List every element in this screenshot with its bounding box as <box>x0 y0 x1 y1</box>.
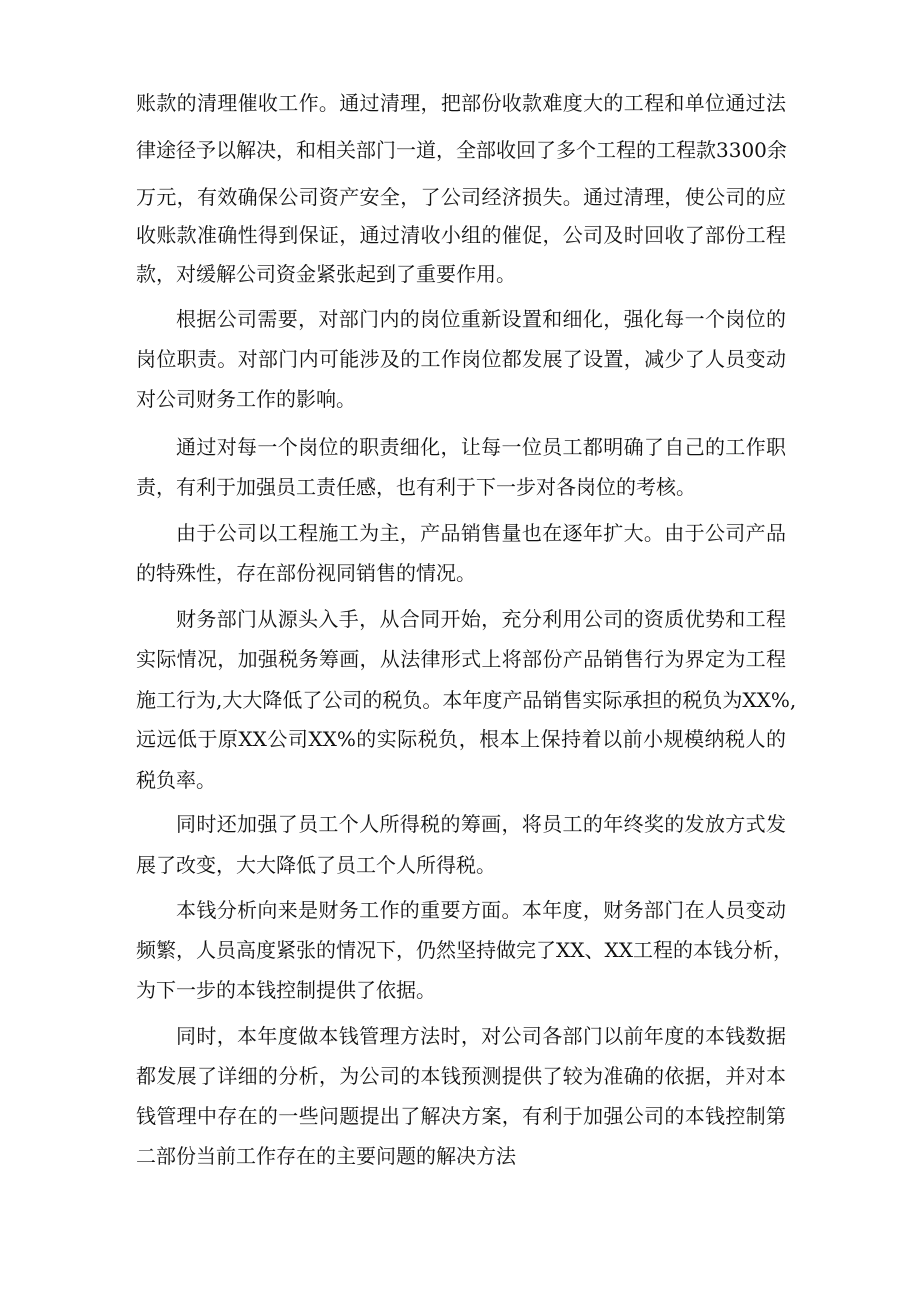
text-line: 通过对每一个岗位的职责细化，让每一位员工都明确了自己的工作职 <box>176 435 786 459</box>
text-line: 款，对缓解公司资金紧张起到了重要作用。 <box>136 262 516 286</box>
text-line: 责，有利于加强员工责任感，也有利于下一步对各岗位的考核。 <box>136 475 696 499</box>
text-line: 的特殊性，存在部份视同销售的情况。 <box>136 561 476 585</box>
text-line: 对公司财务工作的影响。 <box>136 387 356 411</box>
text-line: 收账款准确性得到保证，通过清收小组的催促，公司及时回收了部份工程 <box>136 223 786 247</box>
text-line: 频繁，人员高度紧张的情况下，仍然坚持做完了XX、XX工程的本钱分析， <box>136 938 793 962</box>
text-line: 律途径予以解决，和相关部门一道，全部收回了多个工程的工程款3300余 <box>136 138 787 162</box>
text-line: 岗位职责。对部门内可能涉及的工作岗位都发展了设置，减少了人员变动 <box>136 347 786 371</box>
text-line: 本钱分析向来是财务工作的重要方面。本年度，财务部门在人员变动 <box>176 898 786 922</box>
text-line: 钱管理中存在的一些问题提出了解决方案，有利于加强公司的本钱控制第 <box>136 1104 786 1128</box>
text-line: 展了改变，大大降低了员工个人所得税。 <box>136 853 496 877</box>
text-line: 同时，本年度做本钱管理方法时，对公司各部门以前年度的本钱数据 <box>176 1024 786 1048</box>
text-line: 都发展了详细的分析，为公司的本钱预测提供了较为准确的依据，并对本 <box>136 1064 786 1088</box>
text-line: 根据公司需要，对部门内的岗位重新设置和细化，强化每一个岗位的 <box>176 307 786 331</box>
text-line: 二部份当前工作存在的主要问题的解决方法 <box>136 1144 516 1168</box>
text-line: 税负率。 <box>136 768 216 792</box>
text-line: 由于公司以工程施工为主，产品销售量也在逐年扩大。由于公司产品 <box>176 521 786 545</box>
text-line: 同时还加强了员工个人所得税的筹画，将员工的年终奖的发放方式发 <box>176 812 786 836</box>
text-line: 实际情况，加强税务筹画，从法律形式上将部份产品销售行为界定为工程 <box>136 647 786 671</box>
text-line: 施工行为,大大降低了公司的税负。本年度产品销售实际承担的税负为XX%, <box>136 688 797 712</box>
text-line: 远远低于原XX公司XX%的实际税负，根本上保持着以前小规模纳税人的 <box>136 727 786 751</box>
text-line: 财务部门从源头入手，从合同开始，充分利用公司的资质优势和工程 <box>176 607 786 631</box>
text-line: 账款的清理催收工作。通过清理，把部份收款难度大的工程和单位通过法 <box>136 91 786 115</box>
text-line: 为下一步的本钱控制提供了依据。 <box>136 978 436 1002</box>
text-line: 万元，有效确保公司资产安全，了公司经济损失。通过清理，使公司的应 <box>136 185 786 209</box>
